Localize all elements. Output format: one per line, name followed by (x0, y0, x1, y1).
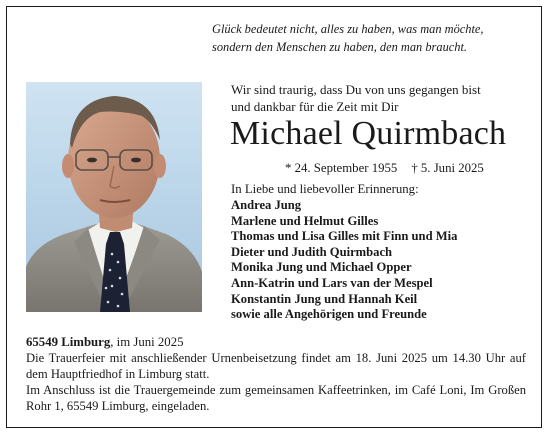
life-dates (285, 160, 484, 177)
mourner-entry: Ann-Katrin und Lars van der Mespel (231, 275, 433, 290)
intro-text (231, 81, 481, 115)
intro-line: und dankbar für die Zeit mit Dir (231, 99, 399, 114)
notice-date: , im Juni 2025 (110, 335, 184, 349)
motto-quote (212, 20, 512, 56)
reception-paragraph: Im Anschluss ist die Trauergemeinde zum gemeinsamen Kaffeetrinken, im Café Loni, Im Großen Rohr 1, 65549 Limburg, eingeladen. (26, 383, 526, 413)
quote-line: Glück bedeutet nicht, alles zu haben, was man möchte, (212, 22, 484, 36)
birth-date: * 24. September 1955 (285, 161, 398, 175)
city: 65549 Limburg (26, 335, 111, 349)
mourner-entry: Dieter und Judith Quirmbach (231, 244, 393, 259)
mourner-entry: Andrea Jung (231, 198, 302, 212)
remembrance-line: In Liebe und liebevoller Erinnerung: (231, 182, 419, 196)
mourner-entry: sowie alle Angehörigen und Freunde (231, 307, 427, 322)
mourner-entry: Monika Jung und Michael Opper (231, 260, 412, 275)
mourner-entry: Konstantin Jung und Hannah Keil (231, 291, 418, 306)
mourners-list (231, 198, 457, 323)
mourner-entry: Marlene und Helmut Gilles (231, 213, 379, 228)
deceased-name: Michael Quirmbach (230, 115, 507, 152)
portrait-illustration (26, 82, 202, 312)
place-date-line (26, 334, 184, 350)
mourner-entry: Thomas und Lisa Gilles mit Finn und Mia (231, 229, 458, 244)
death-date: † 5. Juni 2025 (411, 161, 484, 175)
quote-line: sondern den Menschen zu haben, den man braucht. (212, 40, 467, 54)
funeral-info (26, 350, 526, 414)
portrait-photo (26, 82, 202, 312)
funeral-paragraph: Die Trauerfeier mit anschließender Urnenbeisetzung findet am 18. Juni 2025 um 14.30 Uhr auf dem Hauptfriedhof in Limburg statt. (26, 351, 526, 381)
intro-line: Wir sind traurig, dass Du von uns gegangen bist (231, 82, 481, 97)
